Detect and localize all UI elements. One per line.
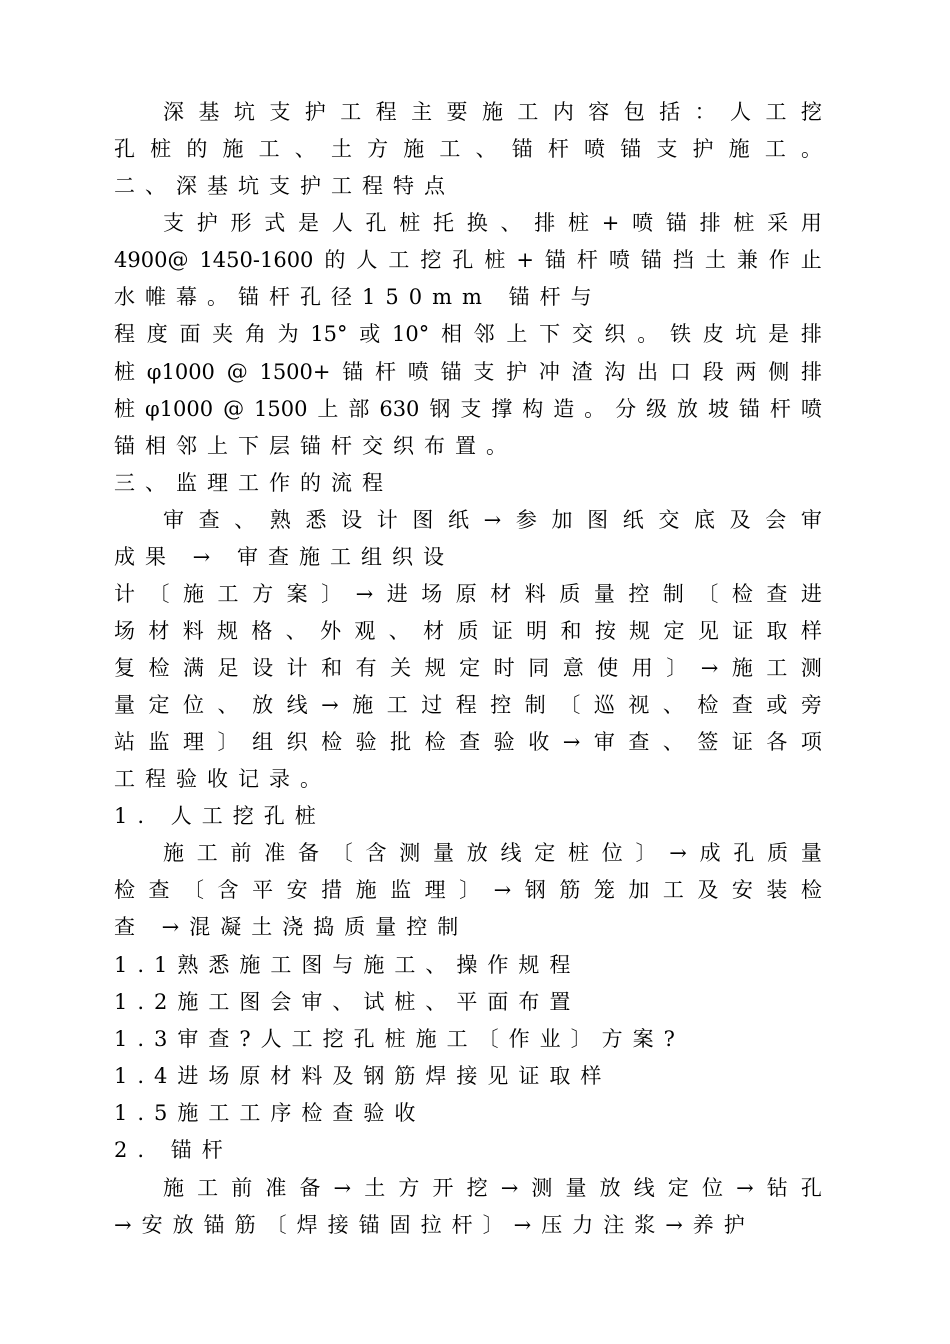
paragraph-line: 4900@ 1450-1600 的 人 工 挖 孔 桩 + 锚 杆 喷 锚 挡 土 兼 作 止 [114,248,822,272]
section-heading: 1. 人工挖孔桩 [114,804,326,828]
paragraph-line: 查 →混凝土浇捣质量控制 [114,915,469,939]
list-item: 1.2施工图会审、试桩、平面布置 [114,990,581,1014]
section-heading: 二、深基坑支护工程特点 [114,174,455,198]
paragraph-line: 水帷幕。锚杆孔径150mm 锚杆与 [114,285,602,309]
paragraph-line: 场 材 料 规 格 、 外 观 、 材 质 证 明 和 按 规 定 见 证 取 样 [114,619,822,643]
section-heading: 2. 锚杆 [114,1138,233,1162]
paragraph-line: 支 护 形 式 是 人 孔 桩 托 换 、 排 桩 + 喷 锚 排 桩 采 用 [163,211,822,235]
paragraph-line: 复 检 满 足 设 计 和 有 关 规 定 时 同 意 使 用 〕 → 施 工 测 [114,656,822,680]
list-item: 1.1熟悉施工图与施工、操作规程 [114,953,581,977]
paragraph-line: 计 〔 施 工 方 案 〕 → 进 场 原 材 料 质 量 控 制 〔 检 查 进 [114,582,822,606]
paragraph-line: 桩 φ1000 @ 1500 上 部 630 钢 支 撑 构 造 。 分 级 放 坡 锚 杆 喷 [114,397,822,421]
paragraph-line: →安放锚筋〔焊接锚固拉杆〕→压力注浆→养护 [114,1213,755,1237]
paragraph-line: 施 工 前 准 备 → 土 方 开 挖 → 测 量 放 线 定 位 → 钻 孔 [163,1176,822,1200]
paragraph-line: 程 度 面 夹 角 为 15° 或 10° 相 邻 上 下 交 织 。 铁 皮 坑 是 排 [114,322,822,346]
paragraph-line: 锚相邻上下层锚杆交织布置。 [114,434,517,458]
paragraph-line: 孔 桩 的 施 工 、 土 方 施 工 、 锚 杆 喷 锚 支 护 施 工 。 [114,137,822,161]
paragraph-line: 工程验收记录。 [114,767,331,791]
list-item: 1.3审查?人工挖孔桩施工〔作业〕方案? [114,1027,685,1051]
list-item: 1.5施工工序检查验收 [114,1101,426,1125]
paragraph-line: 审 查 、 熟 悉 设 计 图 纸 → 参 加 图 纸 交 底 及 会 审 [163,508,822,532]
paragraph-line: 量 定 位 、 放 线 → 施 工 过 程 控 制 〔 巡 视 、 检 查 或 旁 [114,693,822,717]
list-item: 1.4进场原材料及钢筋焊接见证取样 [114,1064,612,1088]
paragraph-line: 成果 → 审查施工组织设 [114,545,454,569]
paragraph-line: 桩 φ1000 @ 1500+ 锚 杆 喷 锚 支 护 冲 渣 沟 出 口 段 两 侧 排 [114,360,822,384]
section-heading: 三、监理工作的流程 [114,471,393,495]
paragraph-line: 检 查 〔 含 平 安 措 施 监 理 〕 → 钢 筋 笼 加 工 及 安 装 检 [114,878,822,902]
paragraph-line: 站 监 理 〕 组 织 检 验 批 检 查 验 收 → 审 查 、 签 证 各 项 [114,730,822,754]
paragraph-line: 深 基 坑 支 护 工 程 主 要 施 工 内 容 包 括 ： 人 工 挖 [163,100,822,124]
paragraph-line: 施 工 前 准 备 〔 含 测 量 放 线 定 桩 位 〕 → 成 孔 质 量 [163,841,822,865]
